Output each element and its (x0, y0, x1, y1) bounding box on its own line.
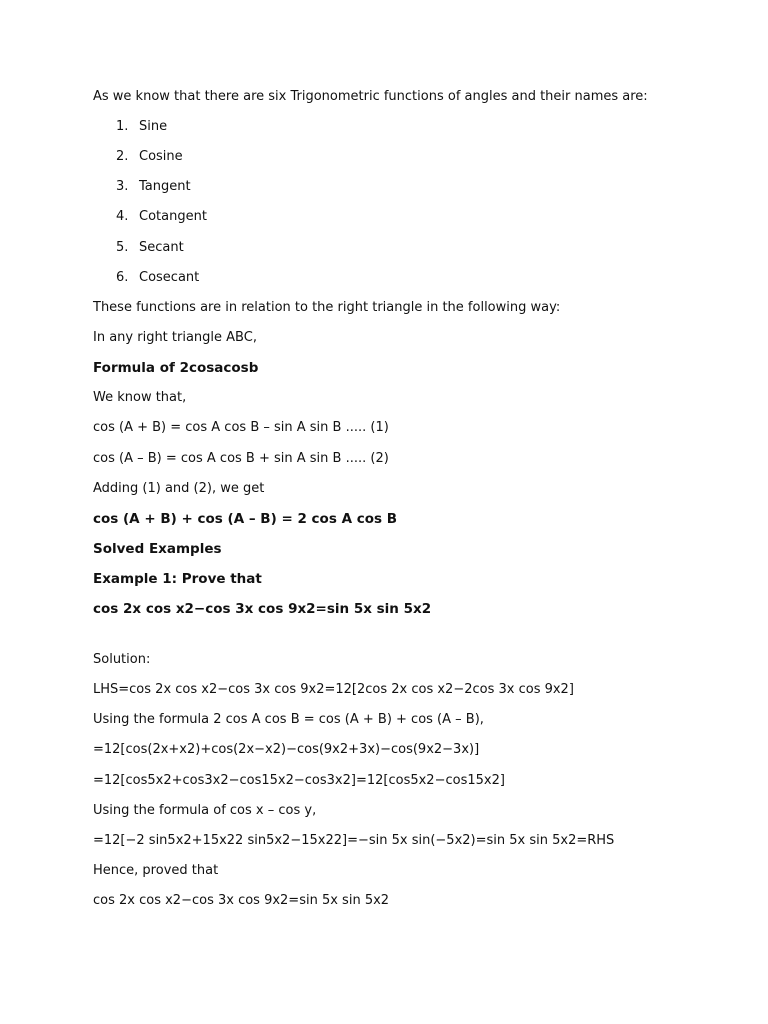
list-number: 1. (116, 119, 129, 134)
list-number: 2. (116, 149, 129, 164)
formula-heading: Formula of 2cosacosb (93, 360, 259, 376)
we-know-text: We know that, (93, 390, 187, 405)
step-equation: =12[−2 sin5x2+15x22 sin5x2−15x22]=−sin 5x sin(−5x2)=sin 5x sin 5x2=RHS (93, 833, 615, 848)
step-equation: =12[cos(2x+x2)+cos(2x−x2)−cos(9x2+3x)−cos(9x2−3x)] (93, 742, 480, 757)
list-text: Cosine (139, 149, 183, 164)
example-heading: Example 1: Prove that (93, 571, 262, 587)
relation-text: These functions are in relation to the right triangle in the following way: (93, 300, 561, 315)
list-text: Cosecant (139, 270, 200, 285)
final-equation: cos 2x cos x2−cos 3x cos 9x2=sin 5x sin 5x2 (93, 893, 390, 908)
solution-label: Solution: (93, 652, 151, 667)
list-number: 4. (116, 209, 129, 224)
adding-text: Adding (1) and (2), we get (93, 481, 265, 496)
equation-1: cos (A + B) = cos A cos B – sin A sin B ..... (1) (93, 420, 389, 435)
equation-2: cos (A – B) = cos A cos B + sin A sin B ..... (2) (93, 451, 389, 466)
step-equation: =12[cos5x2+cos3x2−cos15x2−cos3x2]=12[cos5x2−cos15x2] (93, 773, 505, 788)
using-formula-text: Using the formula of cos x – cos y, (93, 803, 317, 818)
list-number: 6. (116, 270, 129, 285)
list-number: 3. (116, 179, 129, 194)
list-text: Secant (139, 240, 184, 255)
intro-text: As we know that there are six Trigonometric functions of angles and their names are: (93, 89, 648, 104)
hence-text: Hence, proved that (93, 863, 219, 878)
list-text: Sine (139, 119, 168, 134)
list-text: Cotangent (139, 209, 207, 224)
example-equation: cos 2x cos x2−cos 3x cos 9x2=sin 5x sin 5x2 (93, 601, 432, 617)
result-equation: cos (A + B) + cos (A – B) = 2 cos A cos B (93, 511, 398, 527)
solved-heading: Solved Examples (93, 541, 222, 557)
lhs-equation: LHS=cos 2x cos x2−cos 3x cos 9x2=12[2cos 2x cos x2−2cos 3x cos 9x2] (93, 682, 574, 697)
list-text: Tangent (139, 179, 191, 194)
triangle-text: In any right triangle ABC, (93, 330, 257, 345)
using-formula-text: Using the formula 2 cos A cos B = cos (A + B) + cos (A – B), (93, 712, 484, 727)
list-number: 5. (116, 240, 129, 255)
